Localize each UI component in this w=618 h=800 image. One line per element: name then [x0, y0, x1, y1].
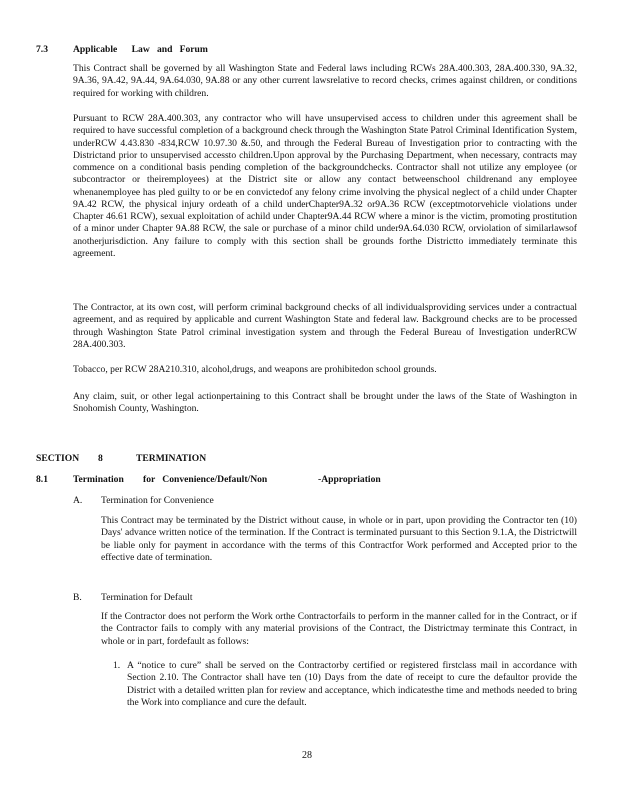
section-7-3-paragraph-4: Tobacco, per RCW 28A210.310, alcohol,drugs, and weapons are prohibitedon school grounds. [73, 364, 437, 375]
page-number: 28 [302, 750, 312, 761]
subsection-b-paragraph: If the Contractor does not perform the Work orthe Contractorfails to perform in the manner called for in the Contract, or if the Contractor fails to comply with any material provisions of the Contract, the Districtmay terminate this Contract, in whole or in part, fordefault as follows: [101, 611, 577, 647]
list-item-1-number: 1. [113, 660, 121, 671]
subsection-a-paragraph: This Contract may be terminated by the District without cause, in whole or in part, upon providing the Contractor ten (10) Days' advance written notice of the termination. If the Contract is terminated pursuant to this Section 9.1.A, the Districtwill be liable only for payment in accordance with the terms of this Contractfor Work performed and Accepted prior to the effective date of termination. [101, 515, 577, 563]
section-8-title: TERMINATION [136, 453, 207, 464]
section-7-3-paragraph-1: This Contract shall be governed by all Washington State and Federal laws including RCWs 28A.400.303, 28A.400.330, 9A.32, 9A.36, 9A.42, 9A.44, 9A.64.030, 9A.88 or any other current lawsrelative to record checks, crimes against children, or conditions required for working with children. [73, 63, 577, 99]
section-7-3-number: 7.3 [36, 44, 48, 55]
subsection-a-title: Termination for Convenience [101, 495, 214, 506]
section-8-1-title-tail: -Appropriation [318, 474, 381, 485]
section-8-1-title: Termination for Convenience/Default/Non [73, 474, 268, 485]
section-7-3-paragraph-3: The Contractor, at its own cost, will perform criminal background checks of all individualsproviding services under a contractual agreement, and as required by applicable and current Washington State and federal law. Background checks are to be processed through Washington State Patrol criminal investigation system and through the Federal Bureau of Investigation underRCW 28A.400.303. [73, 302, 577, 350]
list-item-1-text: A “notice to cure” shall be served on the Contractorby certified or registered firstclass mail in accordance with Section 2.10. The Contractor shall have ten (10) Days from the date of receipt to cure the defaultor provide the District with a detailed written plan for review and acceptance, which indicatesthe time and methods needed to bring the Work into compliance and cure the default. [127, 660, 577, 708]
section-8-1-number: 8.1 [36, 474, 48, 485]
subsection-b-label: B. [73, 592, 82, 603]
section-8-number: 8 [98, 453, 103, 464]
subsection-a-label: A. [73, 495, 83, 506]
subsection-b-title: Termination for Default [101, 592, 193, 603]
section-7-3-paragraph-2: Pursuant to RCW 28A.400.303, any contractor who will have unsupervised access to children under this agreement shall be required to have successful completion of a background check through the Washington State Patrol Criminal Identification System, underRCW 4.43.830 -834,RCW 10.97.30 &.50, and through the Federal Bureau of Investigation prior to contracting with the Districtand prior to unsupervised accessto children.Upon approval by the Purchasing Department, when necessary, contracts may commence on a conditional basis pending completion of the backgroundchecks. Contractor shall not utilize any employee (or subcontractor or theiremployees) at the District site or allow any contact betweenschool childrenand any employee whenanemployee has pled guilty to or be en convictedof any felony crime involving the physical neglect of a child under Chapter 9A.42 RCW, the physical injury ordeath of a child underChapter9A.32 or9A.36 RCW (exceptmotorvehicle violations under Chapter 46.61 RCW), sexual exploitation of achild under Chapter9A.44 RCW where a minor is the victim, promoting prostitution of a minor under Chapter 9A.88 RCW, the sale or purchase of a minor child under9A.64.030 RCW, orviolation of similarlawsof anotherjurisdiction. Any failure to comply with this section shall be grounds forthe Districtto immediately terminate this agreement. [73, 113, 577, 259]
section-7-3-paragraph-5: Any claim, suit, or other legal actionpertaining to this Contract shall be brought under the laws of the State of Washington in Snohomish County, Washington. [73, 391, 577, 415]
section-8-label: SECTION [36, 453, 80, 464]
section-7-3-title: Applicable Law and Forum [73, 44, 208, 55]
